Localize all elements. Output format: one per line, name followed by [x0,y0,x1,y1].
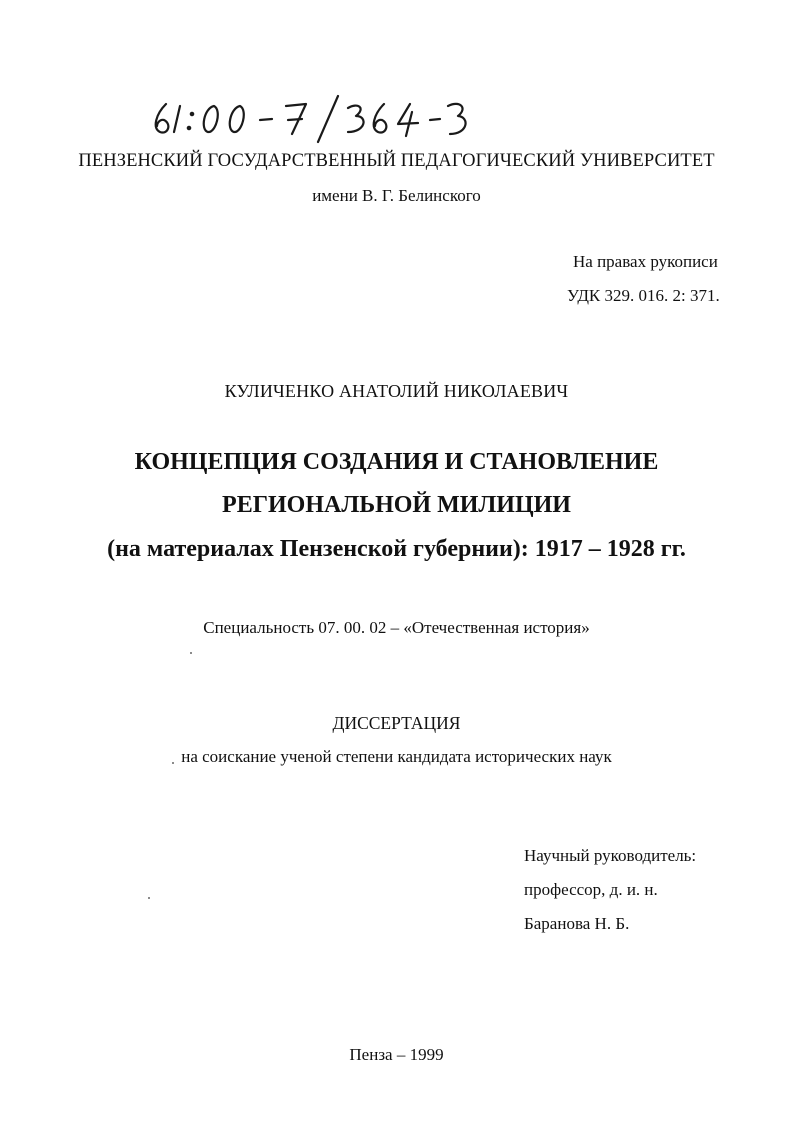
advisor-name: Баранова Н. Б. [524,914,630,933]
document-type: ДИССЕРТАЦИЯ [332,713,461,733]
title-line-2: РЕГИОНАЛЬНОЙ МИЛИЦИИ [222,492,571,518]
advisor-title: профессор, д. и. н. [524,880,658,899]
specialty: Специальность 07. 00. 02 – «Отечественная история» [203,618,590,637]
named-after: имени В. Г. Белинского [312,186,481,205]
university-name: ПЕНЗЕНСКИЙ ГОСУДАРСТВЕННЫЙ ПЕДАГОГИЧЕСКИЙ УНИВЕРСИТЕТ [78,151,715,171]
advisor-label: Научный руководитель: [524,846,697,865]
scan-speck [148,897,150,899]
manuscript-rights: На правах рукописи [573,252,718,271]
scan-speck [172,762,174,764]
title-line-1: КОНЦЕПЦИЯ СОЗДАНИЯ И СТАНОВЛЕНИЕ [134,449,659,475]
handwritten-catalog-number [148,92,508,144]
udk-code: УДК 329. 016. 2: 371. [567,286,720,305]
author-name: КУЛИЧЕНКО АНАТОЛИЙ НИКОЛАЕВИЧ [224,381,569,401]
title-line-3: (на материалах Пензенской губернии): 1917 – 1928 гг. [107,536,686,562]
place-and-year: Пенза – 1999 [349,1045,444,1064]
scan-speck [190,652,192,654]
degree-description: на соискание ученой степени кандидата исторических наук [181,747,612,766]
handwritten-catalog-number-drawing [148,92,508,144]
